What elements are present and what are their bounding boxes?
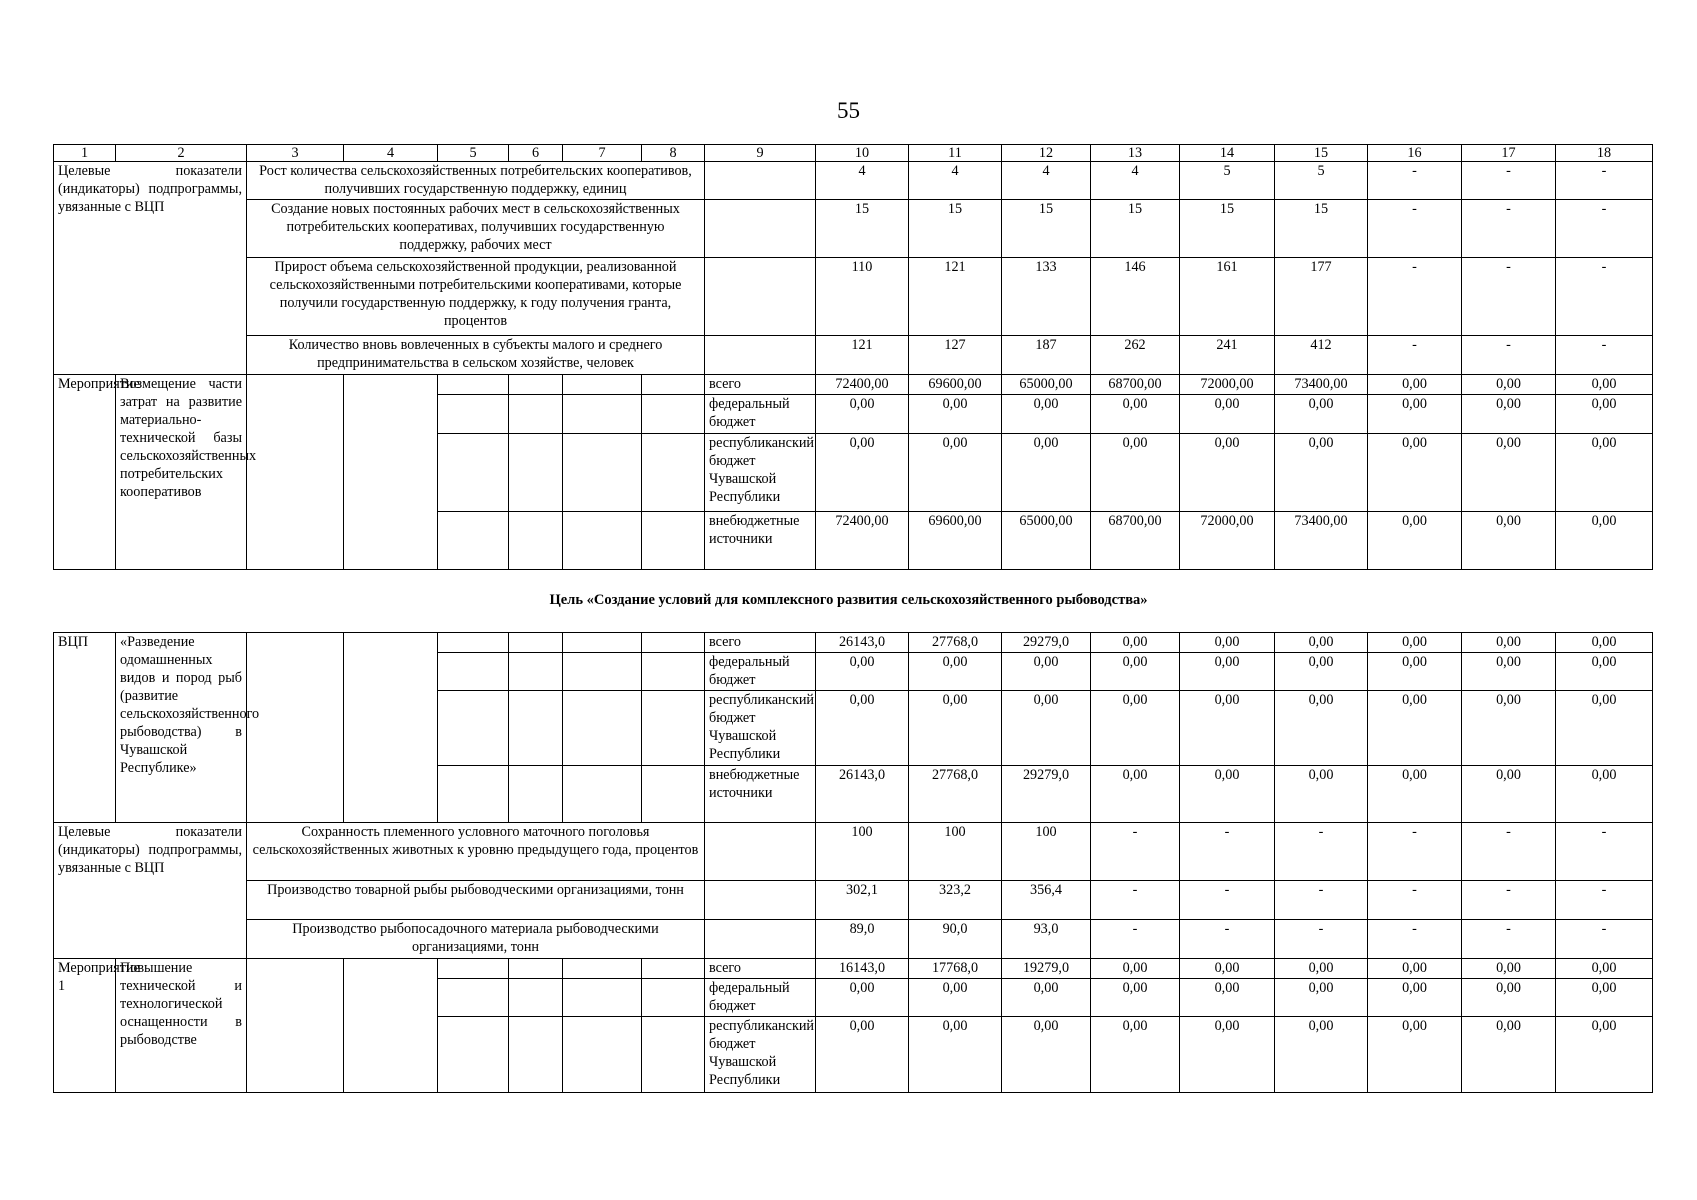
funding-value: 29279,0: [1002, 633, 1091, 653]
empty-cell: [509, 512, 563, 570]
funding-row: [54, 375, 1653, 395]
empty-cell: [509, 633, 563, 653]
column-number: 5: [438, 145, 509, 162]
indicator-name: Сохранность племенного условного маточного поголовья сельскохозяйственных животных к уровню предыдущего года, процентов: [247, 823, 705, 881]
indicator-value: -: [1462, 920, 1556, 959]
funding-value: 0,00: [1368, 395, 1462, 434]
funding-value: 0,00: [1091, 766, 1180, 823]
indicator-value: 15: [1275, 200, 1368, 258]
indicator-row: [54, 336, 1653, 375]
funding-value: 0,00: [1275, 653, 1368, 691]
funding-value: 0,00: [816, 395, 909, 434]
indicator-value: 15: [1180, 200, 1275, 258]
funding-value: 0,00: [1002, 1017, 1091, 1093]
funding-source: всего: [705, 959, 816, 979]
funding-value: 0,00: [1002, 691, 1091, 766]
funding-value: 0,00: [816, 653, 909, 691]
funding-value: 0,00: [816, 979, 909, 1017]
funding-value: 72000,00: [1180, 512, 1275, 570]
funding-value: 27768,0: [909, 633, 1002, 653]
funding-source: всего: [705, 633, 816, 653]
indicator-value: -: [1275, 920, 1368, 959]
funding-value: 0,00: [1180, 766, 1275, 823]
indicator-value: -: [1462, 162, 1556, 200]
indicator-value: -: [1091, 823, 1180, 881]
empty-cell: [642, 633, 705, 653]
indicator-value: 4: [1091, 162, 1180, 200]
indicator-value: -: [1556, 920, 1653, 959]
empty-cell: [563, 691, 642, 766]
indicator-value: 89,0: [816, 920, 909, 959]
funding-value: 0,00: [1368, 512, 1462, 570]
funding-value: 0,00: [909, 653, 1002, 691]
funding-value: 72000,00: [1180, 375, 1275, 395]
page-number: 55: [837, 98, 860, 123]
empty-cell: [509, 979, 563, 1017]
funding-value: 73400,00: [1275, 512, 1368, 570]
indicator-value: -: [1091, 920, 1180, 959]
empty-cell: [563, 395, 642, 434]
indicator-value: -: [1556, 881, 1653, 920]
funding-value: 72400,00: [816, 375, 909, 395]
vcp-name: «Разведение одомашненных видов и пород рыб (развитие сельскохозяйственного рыбоводства) в Чувашской Республике»: [116, 633, 247, 823]
empty-cell: [247, 633, 344, 823]
funding-value: 0,00: [1556, 766, 1653, 823]
funding-value: 0,00: [1091, 959, 1180, 979]
empty-cell: [438, 979, 509, 1017]
indicator-value: 323,2: [909, 881, 1002, 920]
indicator-value: -: [1180, 823, 1275, 881]
funding-value: 65000,00: [1002, 375, 1091, 395]
funding-value: 0,00: [909, 395, 1002, 434]
funding-value: 0,00: [1462, 653, 1556, 691]
empty-cell: [438, 395, 509, 434]
empty-cell: [509, 1017, 563, 1093]
funding-value: 0,00: [1462, 979, 1556, 1017]
empty-cell: [438, 512, 509, 570]
indicator-value: -: [1180, 920, 1275, 959]
empty-cell: [642, 395, 705, 434]
funding-value: 0,00: [1275, 1017, 1368, 1093]
funding-value: 0,00: [1368, 691, 1462, 766]
column-number: 18: [1556, 145, 1653, 162]
empty-cell: [563, 434, 642, 512]
empty-cell: [705, 823, 816, 881]
funding-value: 0,00: [1368, 959, 1462, 979]
indicator-value: 146: [1091, 258, 1180, 336]
column-number: 16: [1368, 145, 1462, 162]
funding-source: федеральный бюджет: [705, 979, 816, 1017]
funding-value: 65000,00: [1002, 512, 1091, 570]
funding-value: 0,00: [1275, 633, 1368, 653]
empty-cell: [642, 653, 705, 691]
funding-value: 0,00: [1002, 434, 1091, 512]
indicator-value: 177: [1275, 258, 1368, 336]
empty-cell: [344, 633, 438, 823]
funding-value: 0,00: [1462, 691, 1556, 766]
funding-value: 0,00: [1556, 979, 1653, 1017]
column-number: 17: [1462, 145, 1556, 162]
indicator-row: [54, 258, 1653, 336]
empty-cell: [509, 395, 563, 434]
indicator-value: 121: [816, 336, 909, 375]
funding-value: 0,00: [1091, 979, 1180, 1017]
indicator-value: 302,1: [816, 881, 909, 920]
funding-value: 73400,00: [1275, 375, 1368, 395]
indicator-name: Прирост объема сельскохозяйственной продукции, реализованной сельскохозяйственными потребительскими кооперативами, которые получили государственную поддержку, к году получения гранта, процентов: [247, 258, 705, 336]
empty-cell: [563, 766, 642, 823]
funding-value: 0,00: [1180, 691, 1275, 766]
indicator-name: Количество вновь вовлеченных в субъекты малого и среднего предпринимательства в сельском хозяйстве, человек: [247, 336, 705, 375]
funding-value: 0,00: [1462, 633, 1556, 653]
funding-value: 26143,0: [816, 766, 909, 823]
funding-value: 69600,00: [909, 375, 1002, 395]
funding-value: 0,00: [1556, 653, 1653, 691]
empty-cell: [438, 375, 509, 395]
indicator-value: 93,0: [1002, 920, 1091, 959]
column-number: 15: [1275, 145, 1368, 162]
empty-cell: [705, 920, 816, 959]
indicator-row: [54, 881, 1653, 920]
funding-value: 0,00: [1556, 375, 1653, 395]
indicator-value: -: [1556, 258, 1653, 336]
funding-value: 0,00: [1275, 691, 1368, 766]
empty-cell: [563, 633, 642, 653]
indicator-row: [54, 200, 1653, 258]
measure-type: Мероприятие 1: [54, 959, 116, 1093]
funding-value: 16143,0: [816, 959, 909, 979]
indicator-row: [54, 920, 1653, 959]
funding-value: 0,00: [1368, 766, 1462, 823]
funding-value: 0,00: [1180, 959, 1275, 979]
empty-cell: [509, 959, 563, 979]
indicator-row: [54, 162, 1653, 200]
indicator-value: -: [1556, 336, 1653, 375]
indicator-value: 90,0: [909, 920, 1002, 959]
funding-source: внебюджетные источники: [705, 512, 816, 570]
funding-value: 0,00: [1275, 979, 1368, 1017]
indicator-value: 5: [1180, 162, 1275, 200]
indicator-value: -: [1275, 881, 1368, 920]
indicator-value: 15: [1002, 200, 1091, 258]
funding-value: 19279,0: [1002, 959, 1091, 979]
funding-value: 17768,0: [909, 959, 1002, 979]
funding-source: всего: [705, 375, 816, 395]
column-number: 2: [116, 145, 247, 162]
empty-cell: [642, 766, 705, 823]
funding-value: 0,00: [1180, 1017, 1275, 1093]
funding-source: федеральный бюджет: [705, 653, 816, 691]
empty-cell: [438, 434, 509, 512]
indicator-name: Производство товарной рыбы рыбоводческими организациями, тонн: [247, 881, 705, 920]
goal-title: Цель «Создание условий для комплексного развития сельскохозяйственного рыбоводства»: [549, 592, 1148, 608]
funding-value: 0,00: [1368, 375, 1462, 395]
indicator-value: 412: [1275, 336, 1368, 375]
empty-cell: [563, 959, 642, 979]
empty-cell: [563, 512, 642, 570]
empty-cell: [247, 959, 344, 1093]
funding-value: 0,00: [1275, 395, 1368, 434]
funding-value: 0,00: [1556, 959, 1653, 979]
program-table-part-2: [53, 632, 1653, 1093]
indicator-value: 262: [1091, 336, 1180, 375]
indicator-value: 15: [1091, 200, 1180, 258]
vcp-type: ВЦП: [54, 633, 116, 823]
program-table-part-1: [53, 144, 1653, 570]
column-number: 1: [54, 145, 116, 162]
empty-cell: [438, 959, 509, 979]
empty-cell: [247, 375, 344, 570]
empty-cell: [705, 881, 816, 920]
empty-cell: [563, 375, 642, 395]
column-number: 11: [909, 145, 1002, 162]
empty-cell: [438, 766, 509, 823]
funding-source: федеральный бюджет: [705, 395, 816, 434]
funding-value: 0,00: [816, 1017, 909, 1093]
indicator-name: Производство рыбопосадочного материала рыбоводческими организациями, тонн: [247, 920, 705, 959]
empty-cell: [642, 434, 705, 512]
indicator-value: -: [1462, 258, 1556, 336]
funding-value: 26143,0: [816, 633, 909, 653]
column-number: 10: [816, 145, 909, 162]
funding-value: 0,00: [1368, 653, 1462, 691]
funding-source: республиканский бюджет Чувашской Республики: [705, 1017, 816, 1093]
column-number: 8: [642, 145, 705, 162]
funding-value: 0,00: [1556, 434, 1653, 512]
indicator-value: -: [1368, 162, 1462, 200]
funding-value: 0,00: [1180, 653, 1275, 691]
funding-value: 0,00: [1002, 395, 1091, 434]
empty-cell: [509, 766, 563, 823]
indicator-value: 4: [816, 162, 909, 200]
indicator-value: 127: [909, 336, 1002, 375]
indicator-value: -: [1368, 881, 1462, 920]
funding-value: 0,00: [1368, 979, 1462, 1017]
funding-value: 0,00: [1368, 434, 1462, 512]
funding-value: 0,00: [1091, 1017, 1180, 1093]
funding-value: 68700,00: [1091, 375, 1180, 395]
measure-type: Мероприятие: [54, 375, 116, 570]
indicator-value: -: [1462, 881, 1556, 920]
funding-value: 0,00: [1275, 766, 1368, 823]
funding-value: 0,00: [1462, 1017, 1556, 1093]
funding-value: 0,00: [909, 979, 1002, 1017]
indicator-value: -: [1180, 881, 1275, 920]
funding-source: внебюджетные источники: [705, 766, 816, 823]
funding-value: 72400,00: [816, 512, 909, 570]
indicator-value: -: [1368, 258, 1462, 336]
indicator-value: -: [1368, 200, 1462, 258]
measure-name: Возмещение части затрат на развитие материально-технической базы сельскохозяйственных потребительских кооперативов: [116, 375, 247, 570]
empty-cell: [705, 200, 816, 258]
empty-cell: [438, 1017, 509, 1093]
funding-value: 0,00: [1091, 633, 1180, 653]
column-number: 6: [509, 145, 563, 162]
indicator-value: -: [1368, 336, 1462, 375]
empty-cell: [705, 336, 816, 375]
empty-cell: [509, 691, 563, 766]
funding-value: 0,00: [1275, 434, 1368, 512]
empty-cell: [642, 979, 705, 1017]
funding-value: 0,00: [816, 434, 909, 512]
funding-value: 0,00: [1368, 633, 1462, 653]
empty-cell: [509, 434, 563, 512]
column-number-row: [54, 145, 1653, 162]
indicator-row: [54, 823, 1653, 881]
empty-cell: [642, 512, 705, 570]
indicator-value: 15: [816, 200, 909, 258]
funding-value: 0,00: [909, 691, 1002, 766]
funding-row: [54, 959, 1653, 979]
column-number: 9: [705, 145, 816, 162]
measure-name: Повышение технической и технологической оснащенности в рыбоводстве: [116, 959, 247, 1093]
indicator-name: Создание новых постоянных рабочих мест в сельскохозяйственных потребительских кооперативах, получивших государственную поддержку, рабочих мест: [247, 200, 705, 258]
indicator-value: 5: [1275, 162, 1368, 200]
funding-value: 68700,00: [1091, 512, 1180, 570]
funding-value: 0,00: [1091, 395, 1180, 434]
empty-cell: [705, 258, 816, 336]
indicators-label: Целевые показатели (индикаторы) подпрограммы, увязанные с ВЦП: [54, 823, 247, 959]
funding-value: 0,00: [1002, 979, 1091, 1017]
funding-value: 0,00: [816, 691, 909, 766]
indicator-value: 110: [816, 258, 909, 336]
funding-value: 0,00: [1180, 434, 1275, 512]
funding-value: 0,00: [1462, 959, 1556, 979]
empty-cell: [642, 1017, 705, 1093]
column-number: 12: [1002, 145, 1091, 162]
funding-value: 0,00: [1556, 633, 1653, 653]
indicators-label: Целевые показатели (индикаторы) подпрограммы, увязанные с ВЦП: [54, 162, 247, 375]
funding-value: 0,00: [1556, 1017, 1653, 1093]
funding-value: 69600,00: [909, 512, 1002, 570]
column-number: 7: [563, 145, 642, 162]
empty-cell: [642, 375, 705, 395]
indicator-value: -: [1091, 881, 1180, 920]
empty-cell: [642, 691, 705, 766]
empty-cell: [563, 979, 642, 1017]
indicator-value: -: [1462, 336, 1556, 375]
empty-cell: [642, 959, 705, 979]
empty-cell: [344, 959, 438, 1093]
funding-value: 0,00: [1180, 395, 1275, 434]
indicator-value: 356,4: [1002, 881, 1091, 920]
funding-value: 0,00: [1091, 653, 1180, 691]
indicator-value: -: [1556, 823, 1653, 881]
indicator-value: 100: [1002, 823, 1091, 881]
funding-value: 0,00: [1462, 395, 1556, 434]
funding-value: 0,00: [1091, 434, 1180, 512]
indicator-value: -: [1368, 920, 1462, 959]
funding-value: 0,00: [1462, 434, 1556, 512]
empty-cell: [438, 691, 509, 766]
empty-cell: [509, 375, 563, 395]
funding-value: 0,00: [1180, 979, 1275, 1017]
funding-value: 27768,0: [909, 766, 1002, 823]
funding-value: 0,00: [1368, 1017, 1462, 1093]
funding-value: 0,00: [1462, 766, 1556, 823]
indicator-value: -: [1556, 200, 1653, 258]
funding-value: 0,00: [909, 1017, 1002, 1093]
column-number: 14: [1180, 145, 1275, 162]
funding-value: 29279,0: [1002, 766, 1091, 823]
empty-cell: [438, 653, 509, 691]
indicator-value: 133: [1002, 258, 1091, 336]
funding-value: 0,00: [1091, 691, 1180, 766]
funding-value: 0,00: [909, 434, 1002, 512]
empty-cell: [438, 633, 509, 653]
column-number: 13: [1091, 145, 1180, 162]
funding-value: 0,00: [1556, 691, 1653, 766]
indicator-name: Рост количества сельскохозяйственных потребительских кооперативов, получивших государственную поддержку, единиц: [247, 162, 705, 200]
empty-cell: [344, 375, 438, 570]
empty-cell: [509, 653, 563, 691]
funding-value: 0,00: [1556, 395, 1653, 434]
funding-value: 0,00: [1462, 512, 1556, 570]
indicator-value: 100: [816, 823, 909, 881]
indicator-value: -: [1275, 823, 1368, 881]
indicator-value: 241: [1180, 336, 1275, 375]
funding-source: республиканский бюджет Чувашской Республики: [705, 691, 816, 766]
funding-source: республиканский бюджет Чувашской Республики: [705, 434, 816, 512]
funding-row: [54, 633, 1653, 653]
funding-value: 0,00: [1002, 653, 1091, 691]
funding-value: 0,00: [1556, 512, 1653, 570]
column-number: 3: [247, 145, 344, 162]
indicator-value: 187: [1002, 336, 1091, 375]
column-number: 4: [344, 145, 438, 162]
empty-cell: [563, 653, 642, 691]
indicator-value: 4: [909, 162, 1002, 200]
indicator-value: 4: [1002, 162, 1091, 200]
indicator-value: -: [1462, 200, 1556, 258]
funding-value: 0,00: [1462, 375, 1556, 395]
empty-cell: [563, 1017, 642, 1093]
indicator-value: 15: [909, 200, 1002, 258]
indicator-value: 121: [909, 258, 1002, 336]
empty-cell: [705, 162, 816, 200]
funding-value: 0,00: [1275, 959, 1368, 979]
indicator-value: -: [1556, 162, 1653, 200]
indicator-value: 100: [909, 823, 1002, 881]
indicator-value: -: [1462, 823, 1556, 881]
indicator-value: -: [1368, 823, 1462, 881]
funding-value: 0,00: [1180, 633, 1275, 653]
indicator-value: 161: [1180, 258, 1275, 336]
